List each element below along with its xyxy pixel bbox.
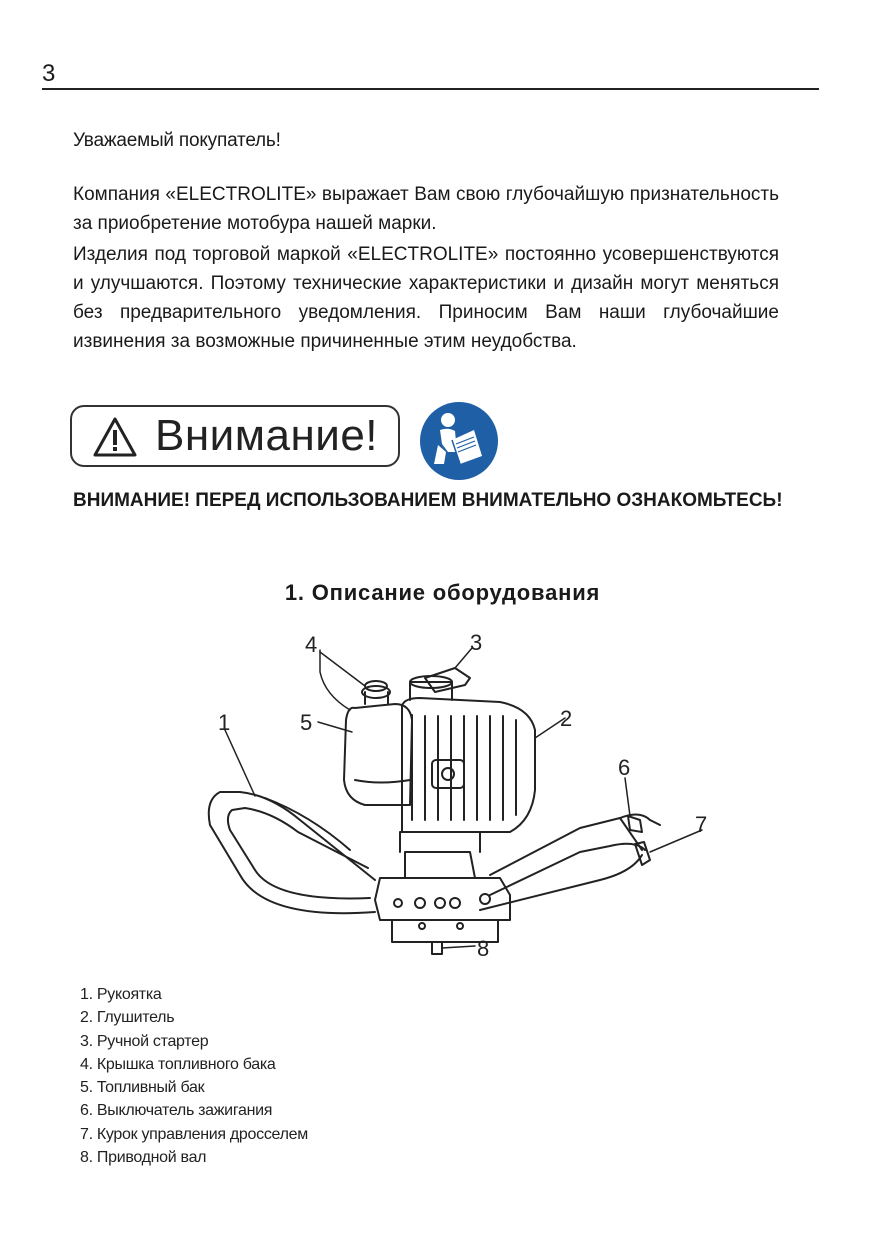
paragraph-updates: Изделия под торговой маркой «ELECTROLITE» постоянно усовершенствуются и улучшаются. Поэтому технические характеристики и дизайн могут меняться без предварительного уведомления. Приносим Вам наши глубочайшие извинения за возможные причиненные этим неудобства. bbox=[73, 244, 779, 352]
ignition-switch bbox=[628, 816, 642, 832]
callout-1: 1 bbox=[218, 710, 231, 735]
parts-list-item: 3. Ручной стартер bbox=[80, 1032, 209, 1050]
parts-list bbox=[80, 983, 308, 1169]
callout-5: 5 bbox=[300, 710, 313, 735]
attention-label: Внимание! bbox=[155, 411, 379, 460]
read-manual-icon bbox=[418, 400, 500, 482]
parts-list-item: 2. Глушитель bbox=[80, 1009, 175, 1027]
warning-text: ВНИМАНИЕ! ПЕРЕД ИСПОЛЬЗОВАНИЕМ ВНИМАТЕЛЬНО ОЗНАКОМЬТЕСЬ! bbox=[73, 490, 783, 511]
parts-list-item: 7. Курок управления дросселем bbox=[80, 1125, 308, 1143]
page-number: 3 bbox=[42, 60, 56, 87]
parts-list-item: 1. Рукоятка bbox=[80, 986, 162, 1003]
starter-handle bbox=[425, 668, 470, 692]
callout-6: 6 bbox=[618, 755, 631, 780]
parts-list-item: 4. Крышка топливного бака bbox=[80, 1055, 276, 1073]
earth-auger-diagram bbox=[180, 620, 740, 965]
warning-triangle-icon bbox=[92, 416, 138, 458]
attention-box bbox=[70, 405, 400, 467]
callout-2: 2 bbox=[560, 706, 573, 731]
callout-4: 4 bbox=[305, 632, 318, 657]
greeting: Уважаемый покупатель! bbox=[73, 130, 281, 151]
drive-shaft bbox=[432, 942, 442, 954]
paragraph-thanks: Компания «ELECTROLITE» выражает Вам свою глубочайшую признательность за приобретение мотобура нашей марки. bbox=[73, 184, 779, 234]
callout-3: 3 bbox=[470, 630, 483, 655]
parts-list-item: 6. Выключатель зажигания bbox=[80, 1102, 273, 1120]
callout-8: 8 bbox=[477, 936, 490, 961]
handle-left-inner bbox=[228, 808, 370, 898]
callout-7: 7 bbox=[695, 812, 708, 837]
header-rule bbox=[42, 88, 819, 90]
section-title-text: 1. Описание оборудования bbox=[284, 580, 601, 605]
section-title bbox=[0, 580, 875, 606]
parts-list-item: 5. Топливный бак bbox=[80, 1079, 205, 1097]
parts-list-item: 8. Приводной вал bbox=[80, 1149, 207, 1167]
